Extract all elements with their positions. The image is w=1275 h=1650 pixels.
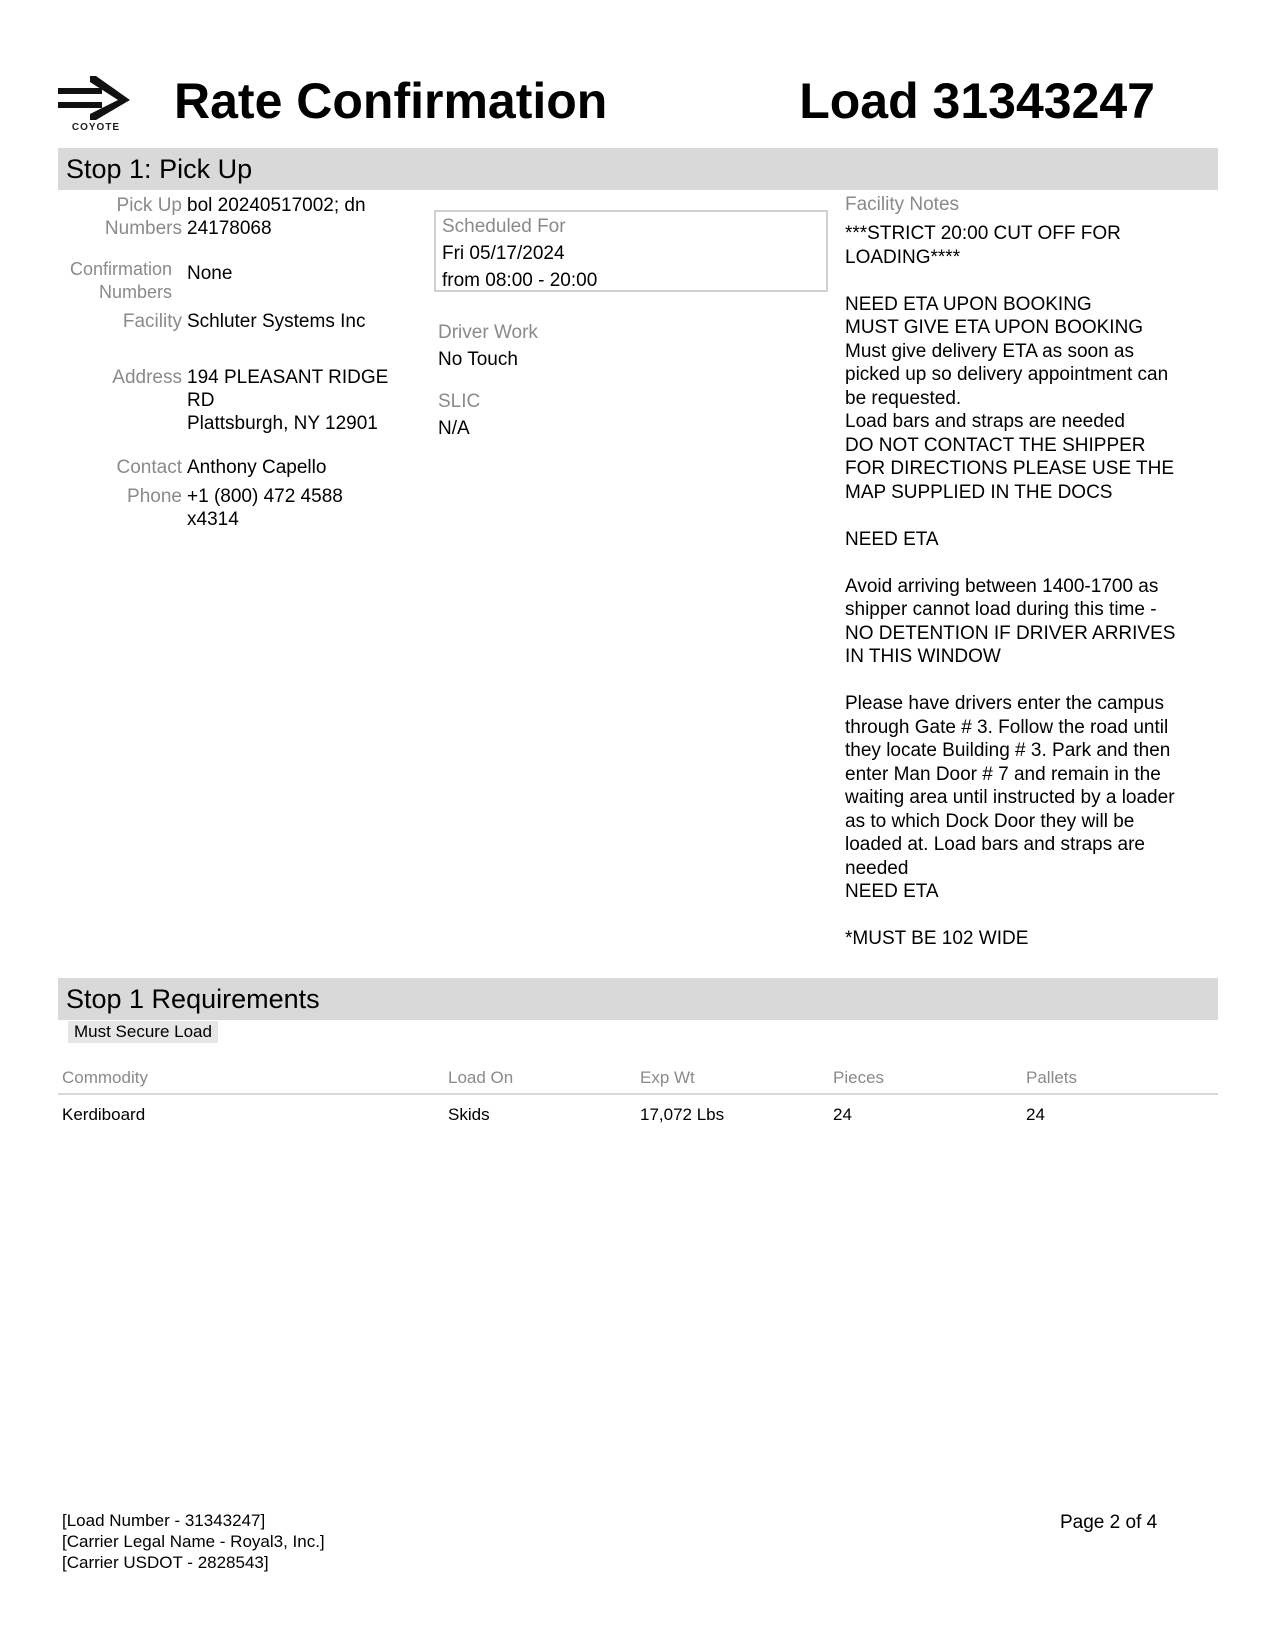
column-header-commodity: Commodity [62,1068,148,1087]
contact-label: Contact [116,457,182,478]
phone-line-1: +1 (800) 472 4588 [187,486,343,507]
logo-text: COYOTE [71,122,121,133]
scheduled-date: Fri 05/17/2024 [442,243,565,264]
cell-pieces: 24 [833,1105,852,1124]
footer-carrier-name: [Carrier Legal Name - Royal3, Inc.] [62,1532,325,1551]
cell-exp-wt: 17,072 Lbs [640,1105,725,1124]
pickup-value-line-2: 24178068 [187,218,272,239]
page-number: Page 2 of 4 [1060,1512,1158,1533]
facility-notes-label: Facility Notes [845,194,960,215]
driver-work-label: Driver Work [438,322,538,343]
column-header-pieces: Pieces [833,1068,885,1087]
column-header-exp-wt: Exp Wt [640,1068,695,1087]
requirements-heading: Stop 1 Requirements [58,978,1218,1020]
pickup-label-line-1: Pick Up [116,195,182,216]
cell-pallets: 24 [1026,1105,1045,1124]
stop1-heading: Stop 1: Pick Up [58,148,1218,190]
coyote-arrow-icon [56,74,136,120]
phone-line-2: x4314 [187,509,239,530]
driver-work-value: No Touch [438,349,518,370]
pickup-value-line-1: bol 20240517002; dn [187,195,366,216]
scheduled-for-label: Scheduled For [442,216,566,237]
load-number-title: Load 31343247 [799,73,1155,129]
phone-value [187,485,412,531]
facility-value: Schluter Systems Inc [187,311,366,332]
address-label: Address [112,367,182,388]
pickup-numbers-label [62,194,182,240]
scheduled-for-box [434,210,828,292]
facility-notes-text: ***STRICT 20:00 CUT OFF FOR LOADING**** NEED ETA UPON BOOKING MUST GIVE ETA UPON BOOKING Must give delivery ETA as soon as picked up so delivery appointment can be requested. Load bars and straps are needed DO NOT CONTACT THE SHIPPER FOR DIRECTIONS PLEASE USE THE MAP SUPPLIED IN THE DOCS NEED ETA Avoid arriving between 1400-1700 as shipper cannot load during this time - NO DETENTION IF DRIVER ARRIVES IN THIS WINDOW Please have drivers enter the campus through Gate # 3. Follow the road until they locate Building # 3. Park and then enter Man Door # 7 and remain in the waiting area until instructed by a loader as to which Dock Door they will be loaded at. Load bars and straps are needed NEED ETA *MUST BE 102 WIDE [845,223,1176,949]
cell-load-on: Skids [448,1105,490,1124]
contact-value: Anthony Capello [187,457,327,478]
requirements-table-header [58,1061,1218,1095]
scheduled-time: from 08:00 - 20:00 [442,270,598,291]
confirmation-numbers-value: None [187,263,233,284]
pickup-numbers-value [187,194,412,240]
footer-carrier-usdot: [Carrier USDOT - 2828543] [62,1553,269,1572]
confirmation-numbers-label [52,258,172,304]
pickup-label-line-2: Numbers [104,218,182,239]
must-secure-load-badge: Must Secure Load [68,1021,218,1043]
facility-label: Facility [122,311,182,332]
phone-label: Phone [127,486,182,507]
slic-label: SLIC [438,391,481,412]
address-line-2: RD [187,390,215,411]
slic-value: N/A [438,418,470,439]
column-header-load-on: Load On [448,1068,514,1087]
footer-load-number: [Load Number - 31343247] [62,1511,266,1530]
cell-commodity: Kerdiboard [62,1105,146,1124]
coyote-logo [56,74,136,136]
address-line-1: 194 PLEASANT RIDGE [187,367,389,388]
table-row [58,1098,1218,1132]
document-title: Rate Confirmation [174,73,608,129]
address-line-3: Plattsburgh, NY 12901 [187,413,378,434]
confirmation-label-line-1: Confirmation [69,259,172,279]
column-header-pallets: Pallets [1026,1068,1078,1087]
address-value [187,366,412,435]
confirmation-label-line-2: Numbers [98,282,172,302]
footer-carrier-info [62,1510,325,1573]
